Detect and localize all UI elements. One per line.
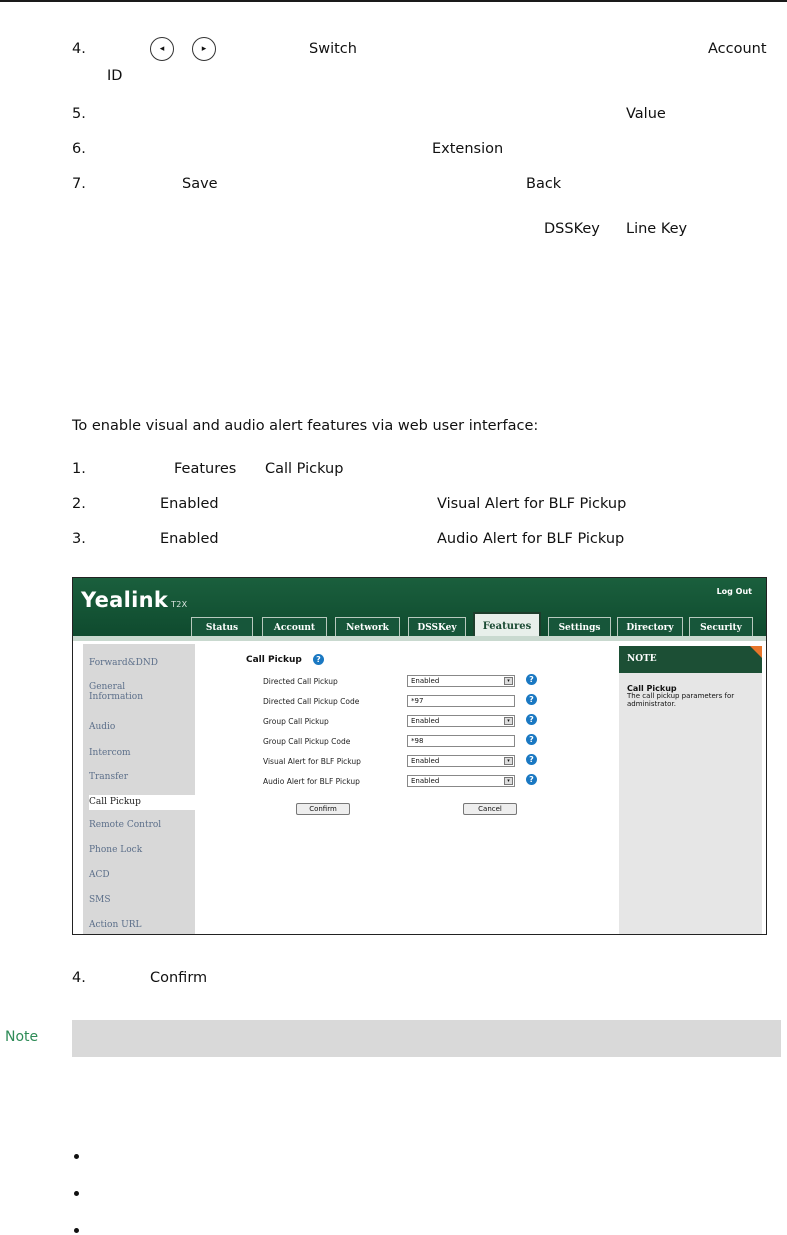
line-key-keyword: Line Key [626,221,688,237]
dropdown-arrow-icon: ▾ [504,677,513,685]
help-icon[interactable]: ? [526,674,537,685]
intro-text: To enable visual and audio alert features via web user interface: [72,418,539,434]
web-step-1-number: 1. [72,461,86,477]
sidebar-item-forward-dnd[interactable]: Forward&DND [89,658,158,668]
help-icon[interactable]: ? [526,774,537,785]
tab-security[interactable]: Security [689,617,753,637]
tab-dsskey[interactable]: DSSKey [408,617,466,637]
web-step-1-call-pickup: Call Pickup [265,461,344,477]
sidebar-item-sms[interactable]: SMS [89,895,111,905]
label-group-call-pickup-code: Group Call Pickup Code [263,737,351,746]
sidebar-item-acd[interactable]: ACD [89,870,110,880]
bullet-point [74,1191,79,1196]
note-panel-title: Call Pickup [627,684,677,693]
help-icon[interactable]: ? [313,654,324,665]
web-step-3-audio-alert: Audio Alert for BLF Pickup [437,531,625,547]
step-5-keyword-value: Value [626,106,666,122]
label-directed-call-pickup: Directed Call Pickup [263,677,338,686]
section-title-call-pickup: Call Pickup [246,655,302,665]
step-6-keyword-extension: Extension [432,141,504,157]
tab-underline-bar [73,636,766,641]
sidebar-item-phone-lock[interactable]: Phone Lock [89,845,143,855]
sidebar-item-action-url[interactable]: Action URL [89,920,142,930]
sidebar-item-transfer[interactable]: Transfer [89,772,129,782]
dropdown-arrow-icon: ▾ [504,717,513,725]
confirm-button[interactable]: Confirm [296,803,350,815]
help-icon[interactable]: ? [526,694,537,705]
tab-network[interactable]: Network [335,617,400,637]
dsskey-keyword: DSSKey [544,221,600,237]
bottom-step-4-confirm: Confirm [150,970,208,986]
bullet-point [74,1228,79,1233]
web-step-3-number: 3. [72,531,86,547]
cancel-button[interactable]: Cancel [463,803,517,815]
step-7-number: 7. [72,176,86,192]
step-4-keyword-switch: Switch [309,41,357,57]
label-audio-alert-blf-pickup: Audio Alert for BLF Pickup [263,777,360,786]
note-corner-icon [750,646,762,658]
step-7-keyword-save: Save [182,176,218,192]
label-directed-call-pickup-code: Directed Call Pickup Code [263,697,360,706]
sidebar-item-call-pickup[interactable]: Call Pickup [89,797,141,807]
dropdown-arrow-icon: ▾ [504,757,513,765]
step-7-keyword-back: Back [526,176,562,192]
note-panel [619,646,762,934]
help-icon[interactable]: ? [526,754,537,765]
note-panel-text: The call pickup parameters for administrator. [627,692,735,708]
left-arrow-icon: ◂ [150,37,174,61]
step-5-number: 5. [72,106,86,122]
note-bar [72,1020,781,1057]
sidebar-item-general-information[interactable]: General Information [89,682,144,702]
logout-link[interactable]: Log Out [716,587,752,596]
select-visual-alert-blf-pickup[interactable]: Enabled ▾ [407,755,515,767]
select-group-call-pickup[interactable]: Enabled ▾ [407,715,515,727]
tab-directory[interactable]: Directory [617,617,683,637]
label-group-call-pickup: Group Call Pickup [263,717,329,726]
web-ui-screenshot [72,577,767,935]
tab-account[interactable]: Account [262,617,327,637]
step-4-keyword-id: ID [107,68,123,84]
input-directed-call-pickup-code[interactable]: *97 [407,695,515,707]
select-audio-alert-blf-pickup[interactable]: Enabled ▾ [407,775,515,787]
help-icon[interactable]: ? [526,734,537,745]
tab-features[interactable]: Features [473,612,541,638]
tab-status[interactable]: Status [191,617,253,637]
bullet-point [74,1154,79,1159]
step-4-keyword-account: Account [708,41,767,57]
dropdown-arrow-icon: ▾ [504,777,513,785]
web-step-3-enabled: Enabled [160,531,219,547]
label-visual-alert-blf-pickup: Visual Alert for BLF Pickup [263,757,361,766]
step-6-number: 6. [72,141,86,157]
yealink-logo: Yealink T2X [81,588,188,612]
bottom-step-4-number: 4. [72,970,86,986]
header-rule [0,0,787,2]
web-step-2-enabled: Enabled [160,496,219,512]
help-icon[interactable]: ? [526,714,537,725]
sidebar-item-remote-control[interactable]: Remote Control [89,820,162,830]
sidebar-item-intercom[interactable]: Intercom [89,748,131,758]
tab-settings[interactable]: Settings [548,617,611,637]
note-panel-header: NOTE [619,646,762,673]
sidebar-item-audio[interactable]: Audio [89,722,116,732]
input-group-call-pickup-code[interactable]: *98 [407,735,515,747]
select-directed-call-pickup[interactable]: Enabled ▾ [407,675,515,687]
right-arrow-icon: ▸ [192,37,216,61]
web-step-1-features: Features [174,461,237,477]
web-step-2-visual-alert: Visual Alert for BLF Pickup [437,496,627,512]
web-step-2-number: 2. [72,496,86,512]
note-label: Note [5,1029,39,1045]
step-4-number: 4. [72,41,86,57]
